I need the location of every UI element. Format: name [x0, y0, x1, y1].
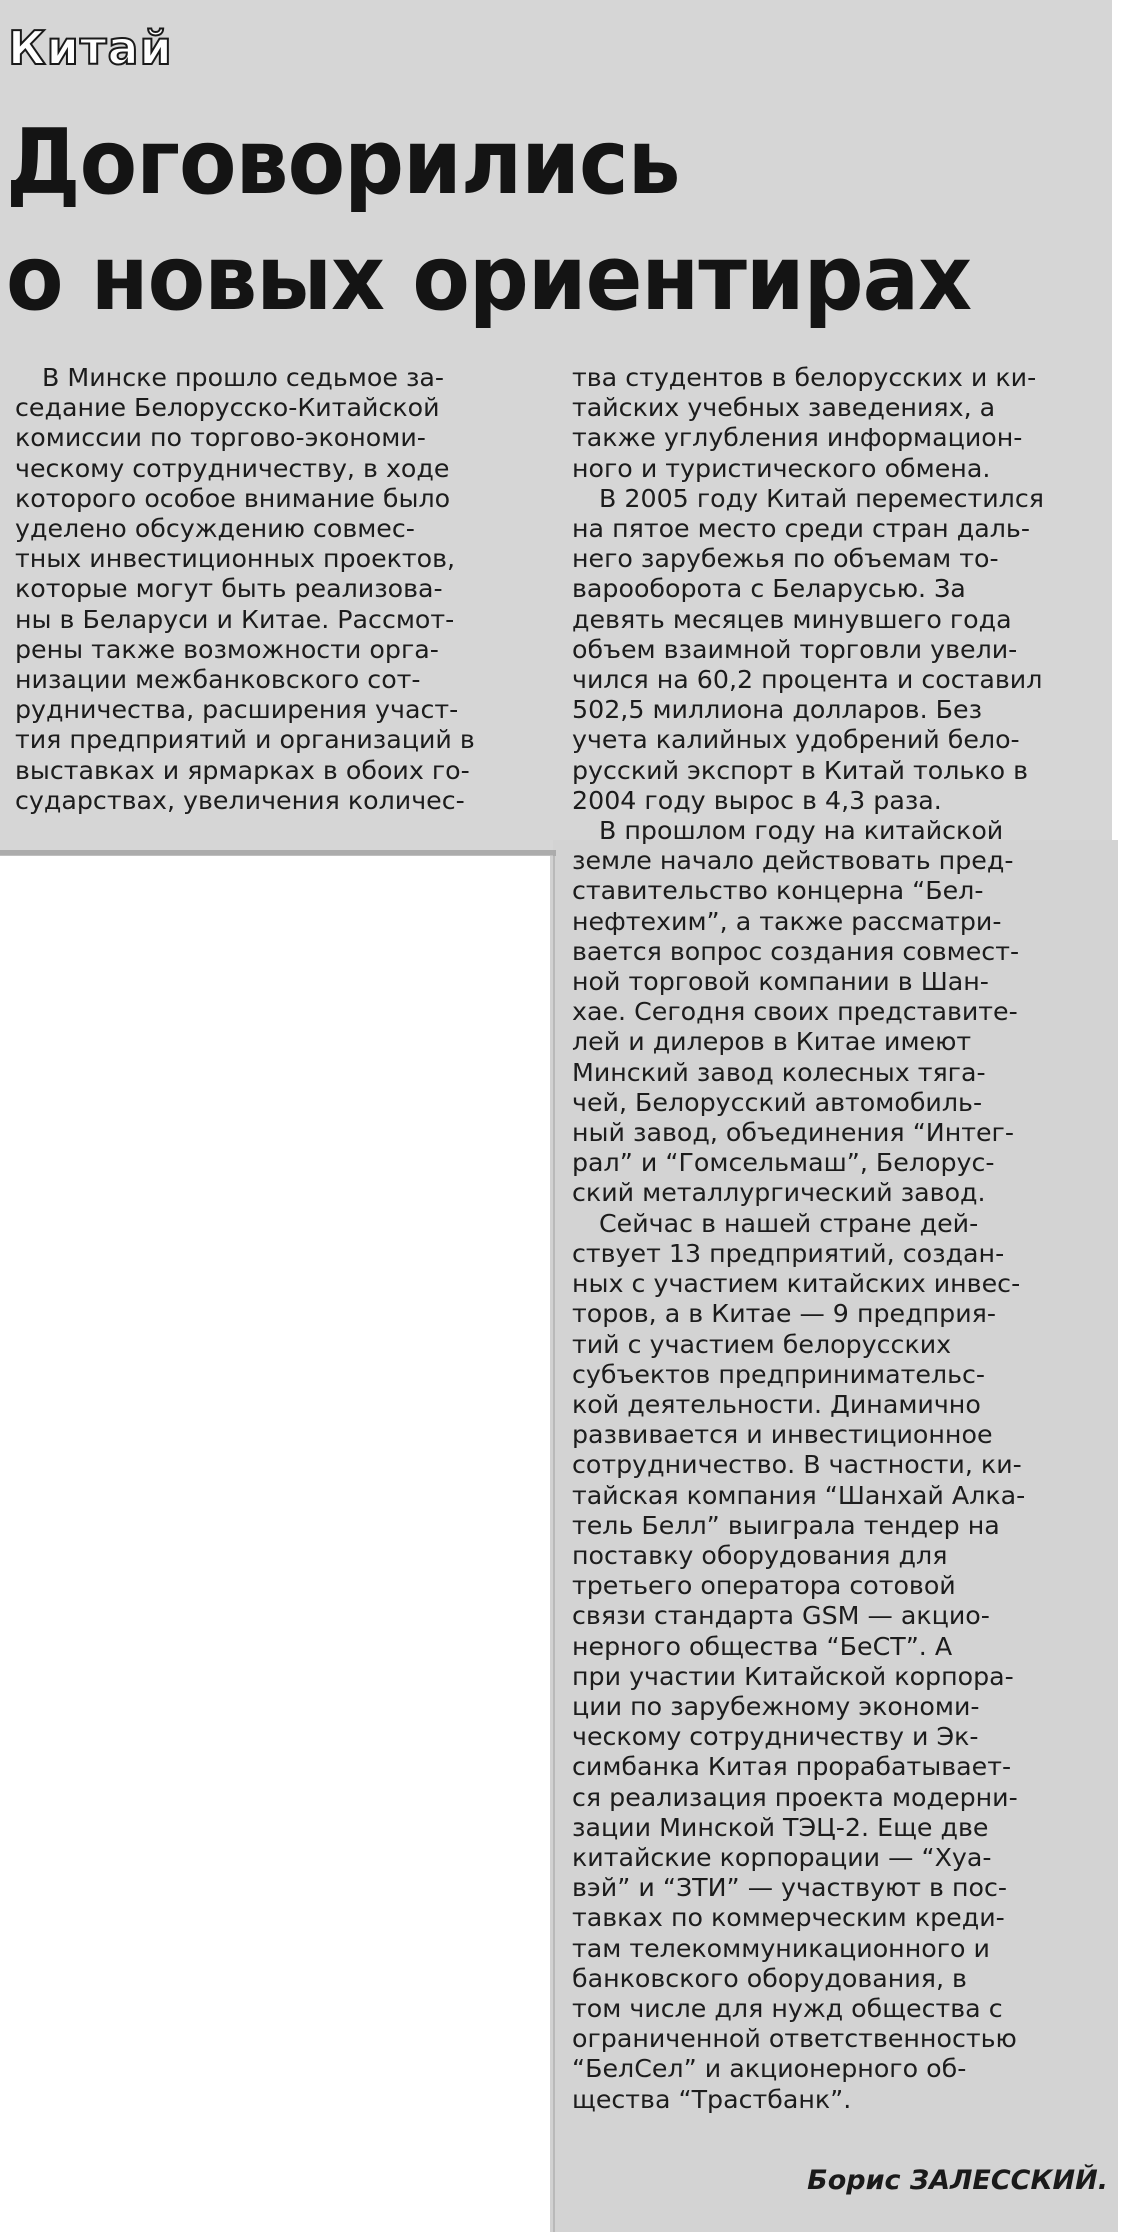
text-line: варооборота с Беларусью. За	[572, 574, 966, 604]
text-line: ствует 13 предприятий, создан-	[572, 1238, 1005, 1268]
text-line: ной торговой компании в Шан-	[572, 967, 989, 997]
text-line: ны в Беларуси и Китае. Рассмот-	[15, 604, 455, 634]
text-line: связи стандарта GSM — акцио-	[572, 1601, 990, 1631]
text-line: комиссии по торгово-экономи-	[15, 423, 426, 453]
text-line: рены также возможности орга-	[15, 634, 439, 664]
text-line: чился на 60,2 процента и составил	[572, 665, 1043, 695]
text-line: ного и туристического обмена.	[572, 453, 991, 483]
text-line: ных с участием китайских инвес-	[572, 1269, 1021, 1299]
text-line: седание Белорусско-Китайской	[15, 393, 440, 423]
text-line: ся реализация проекта модерни-	[572, 1782, 1018, 1812]
text-line: земле начало действовать пред-	[572, 846, 1014, 876]
text-line: хае. Сегодня своих представите-	[572, 997, 1018, 1027]
paragraph	[572, 484, 1102, 816]
headline-line: Договорились	[6, 110, 680, 215]
clipping-edge-shadow	[550, 856, 555, 2232]
text-line: тий с участием белорусских	[572, 1329, 952, 1359]
article-left-column	[15, 363, 535, 816]
text-line: В прошлом году на китайской	[599, 816, 1004, 846]
text-line: девять месяцев минувшего года	[572, 604, 1012, 634]
text-line: Минский завод колесных тяга-	[572, 1057, 986, 1087]
text-line: сударствах, увеличения количес-	[15, 785, 465, 815]
text-line: выставках и ярмарках в обоих го-	[15, 755, 470, 785]
text-line: банковского оборудования, в	[572, 1963, 967, 1993]
text-line: третьего оператора сотовой	[572, 1571, 956, 1601]
text-line: которого особое внимание было	[15, 483, 451, 513]
headline-line: о новых ориентирах	[6, 226, 972, 331]
text-line: кой деятельности. Динамично	[572, 1389, 981, 1419]
text-line: рудничества, расширения участ-	[15, 695, 459, 725]
paragraph	[572, 1209, 1102, 2115]
rubric-label: Китай	[8, 21, 173, 75]
text-line: тавках по коммерческим креди-	[572, 1903, 1005, 1933]
text-line: рал” и “Гомсельмаш”, Белорус-	[572, 1148, 995, 1178]
headline	[6, 105, 1029, 337]
text-line: учета калийных удобрений бело-	[572, 725, 1020, 755]
text-line: “БелСел” и акционерного об-	[572, 2054, 967, 2084]
text-line: Сейчас в нашей стране дей-	[599, 1208, 979, 1238]
text-line: ский металлургический завод.	[572, 1178, 986, 1208]
text-line: 502,5 миллиона долларов. Без	[572, 695, 983, 725]
text-line: В 2005 году Китай переместился	[599, 483, 1044, 513]
text-line: сотрудничество. В частности, ки-	[572, 1450, 1022, 1480]
text-line: тель Белл” выиграла тендер на	[572, 1510, 1000, 1540]
text-line: ограниченной ответственностью	[572, 2024, 1017, 2054]
clipping-edge-shadow	[0, 850, 556, 856]
text-line: русский экспорт в Китай только в	[572, 755, 1029, 785]
text-line: него зарубежья по объемам то-	[572, 544, 999, 574]
text-line: зации Минской ТЭЦ-2. Еще две	[572, 1812, 989, 1842]
text-line: низации межбанковского сот-	[15, 665, 421, 695]
article-right-column	[572, 363, 1102, 2115]
text-line: чей, Белорусский автомобиль-	[572, 1087, 983, 1117]
text-line: там телекоммуникационного и	[572, 1933, 990, 1963]
text-line: китайские корпорации — “Хуа-	[572, 1842, 992, 1872]
text-line: лей и дилеров в Китае имеют	[572, 1027, 972, 1057]
text-line: уделено обсуждению совмес-	[15, 514, 415, 544]
text-line: развивается и инвестиционное	[572, 1420, 993, 1450]
text-line: В Минске прошло седьмое за-	[42, 363, 445, 392]
text-line: тва студентов в белорусских и ки-	[572, 363, 1037, 392]
text-line: при участии Китайской корпора-	[572, 1661, 1014, 1691]
text-line: субъектов предпринимательс-	[572, 1359, 986, 1389]
text-line: щества “Трастбанк”.	[572, 2084, 852, 2114]
text-line: которые могут быть реализова-	[15, 574, 443, 604]
text-line: тайская компания “Шанхай Алка-	[572, 1480, 1026, 1510]
author-byline: Борис ЗАЛЕССКИЙ.	[807, 2165, 1108, 2196]
text-line: ции по зарубежному экономи-	[572, 1691, 980, 1721]
text-line: тных инвестиционных проектов,	[15, 544, 456, 574]
text-line: 2004 году вырос в 4,3 раза.	[572, 785, 942, 815]
text-line: вается вопрос создания совмест-	[572, 936, 1020, 966]
text-line: торов, а в Китае — 9 предприя-	[572, 1299, 996, 1329]
text-line: объем взаимной торговли увели-	[572, 634, 1018, 664]
text-line: поставку оборудования для	[572, 1540, 948, 1570]
paragraph	[572, 363, 1102, 484]
text-line: также углубления информацион-	[572, 423, 1023, 453]
text-line: симбанка Китая прорабатывает-	[572, 1752, 1012, 1782]
text-line: вэй” и “ЗТИ” — участвуют в пос-	[572, 1873, 1008, 1903]
text-line: тайских учебных заведениях, а	[572, 393, 996, 423]
text-line: нерного общества “БеСТ”. А	[572, 1631, 953, 1661]
text-line: нефтехим”, а также рассматри-	[572, 906, 1002, 936]
text-line: ческому сотрудничеству и Эк-	[572, 1722, 979, 1752]
text-line: ный завод, объединения “Интег-	[572, 1118, 1014, 1148]
text-line: том числе для нужд общества с	[572, 1993, 1003, 2023]
text-line: тия предприятий и организаций в	[15, 725, 475, 755]
text-line: на пятое место среди стран даль-	[572, 514, 1030, 544]
text-line: ставительство концерна “Бел-	[572, 876, 984, 906]
paragraph	[572, 816, 1102, 1209]
text-line: ческому сотрудничеству, в ходе	[15, 453, 450, 483]
